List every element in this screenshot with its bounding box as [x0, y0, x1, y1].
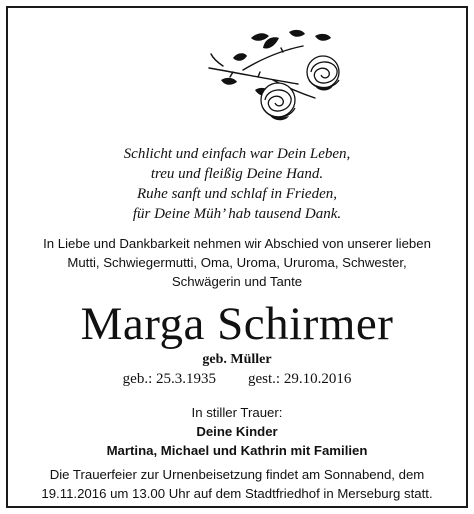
- funeral-line: 19.11.2016 um 13.00 Uhr auf dem Stadtfriedhof in Merseburg statt.: [41, 486, 433, 501]
- mourners-families: Martina, Michael und Kathrin mit Familien: [106, 443, 368, 458]
- farewell-text: [8, 234, 466, 291]
- poem-line: für Deine Müh’ hab tausend Dank.: [132, 206, 342, 222]
- birth-date: geb.: 25.3.1935: [122, 371, 216, 387]
- rose-icon: [203, 28, 353, 128]
- poem: [8, 144, 466, 224]
- mourners-children: Deine Kinder: [196, 424, 278, 439]
- mourning-label: In stiller Trauer:: [191, 405, 283, 420]
- farewell-line: In Liebe und Dankbarkeit nehmen wir Abschied von unserer lieben: [43, 236, 431, 251]
- poem-line: Ruhe sanft und schlaf in Frieden,: [137, 186, 337, 202]
- birth-name: geb. Müller: [202, 352, 272, 367]
- poem-line: Schlicht und einfach war Dein Leben,: [123, 146, 351, 162]
- mourners: [8, 403, 466, 460]
- funeral-notice: [8, 465, 466, 503]
- death-date: gest.: 29.10.2016: [247, 371, 352, 387]
- farewell-line: Schwägerin und Tante: [171, 274, 303, 289]
- deceased-name: Marga Schirmer: [80, 298, 394, 350]
- funeral-line: Die Trauerfeier zur Urnenbeisetzung findet am Sonnabend, dem: [49, 467, 425, 482]
- life-dates: [8, 369, 466, 389]
- farewell-line: Mutti, Schwiegermutti, Oma, Uroma, Ururoma, Schwester,: [67, 255, 407, 270]
- obituary-card: [6, 6, 468, 508]
- poem-line: treu und fleißig Deine Hand.: [150, 166, 324, 182]
